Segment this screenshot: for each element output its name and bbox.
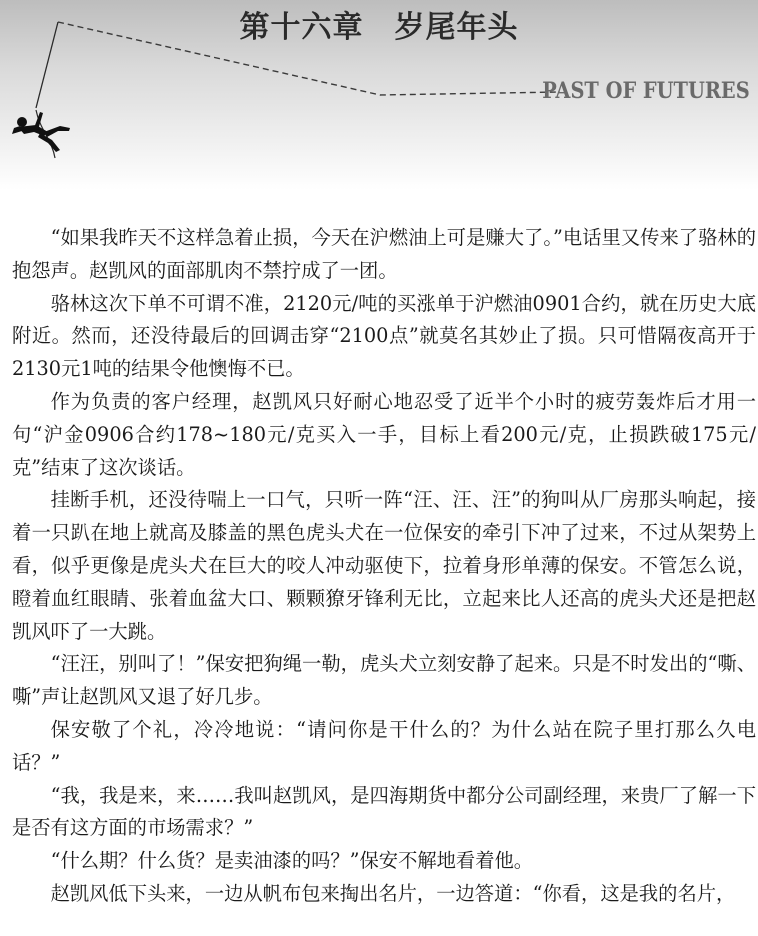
paragraph: “汪汪，别叫了！”保安把狗绳一勒，虎头犬立刻安静了起来。只是不时发出的“嘶、嘶”声让赵凯风又退了好几步。 (12, 652, 756, 709)
chapter-header (0, 0, 758, 200)
chapter-title: 第十六章 岁尾年头 (239, 10, 519, 45)
paragraph: 挂断手机，还没待喘上一口气，只听一阵“汪、汪、汪”的狗叫从厂房那头响起，接着一只趴在地上就高及膝盖的黑色虎头犬在一位保安的牵引下冲了过来，不过从架势上看，似乎更像是虎头犬在巨大的咬人冲动驱使下，拉着身形单薄的保安。不管怎么说，瞪着血红眼睛、张着血盆大口、颗颗獠牙锋利无比，立起来比人还高的虎头犬还是把赵凯风吓了一大跳。 (12, 488, 756, 643)
paragraph: “我，我是来，来……我叫赵凯风，是四海期货中都分公司副经理，来贵厂了解一下是否有这方面的市场需求？” (12, 783, 756, 840)
paragraph: 赵凯风低下头来，一边从帆布包来掏出名片，一边答道：“你看，这是我的名片， (50, 881, 736, 905)
paragraph: 作为负责的客户经理，赵凯风只好耐心地忍受了近半个小时的疲劳轰炸后才用一句“沪金0906合约178~180元/克买入一手，目标上看200元/克，止损跌破175元/克”结束了这次谈话。 (12, 389, 756, 479)
paragraph: “如果我昨天不这样急着止损，今天在沪燃油上可是赚大了。”电话里又传来了骆林的抱怨声。赵凯风的面部肌肉不禁拧成了一团。 (12, 226, 756, 282)
series-title: PAST OF FUTURES (542, 78, 750, 104)
paragraph: “什么期？什么货？是卖油漆的吗？”保安不解地看着他。 (50, 849, 534, 873)
paragraph: 骆林这次下单不可谓不准，2120元/吨的买涨单于沪燃油0901合约，就在历史大底附近。然而，还没待最后的回调击穿“2100点”就莫名其妙止了损。只可惜隔夜高开于2130元1吨的结果令他懊悔不已。 (12, 291, 756, 381)
chapter-body (12, 222, 756, 911)
paragraph: 保安敬了个礼，冷冷地说：“请问你是干什么的？为什么站在院子里打那么久电话？” (12, 717, 756, 774)
